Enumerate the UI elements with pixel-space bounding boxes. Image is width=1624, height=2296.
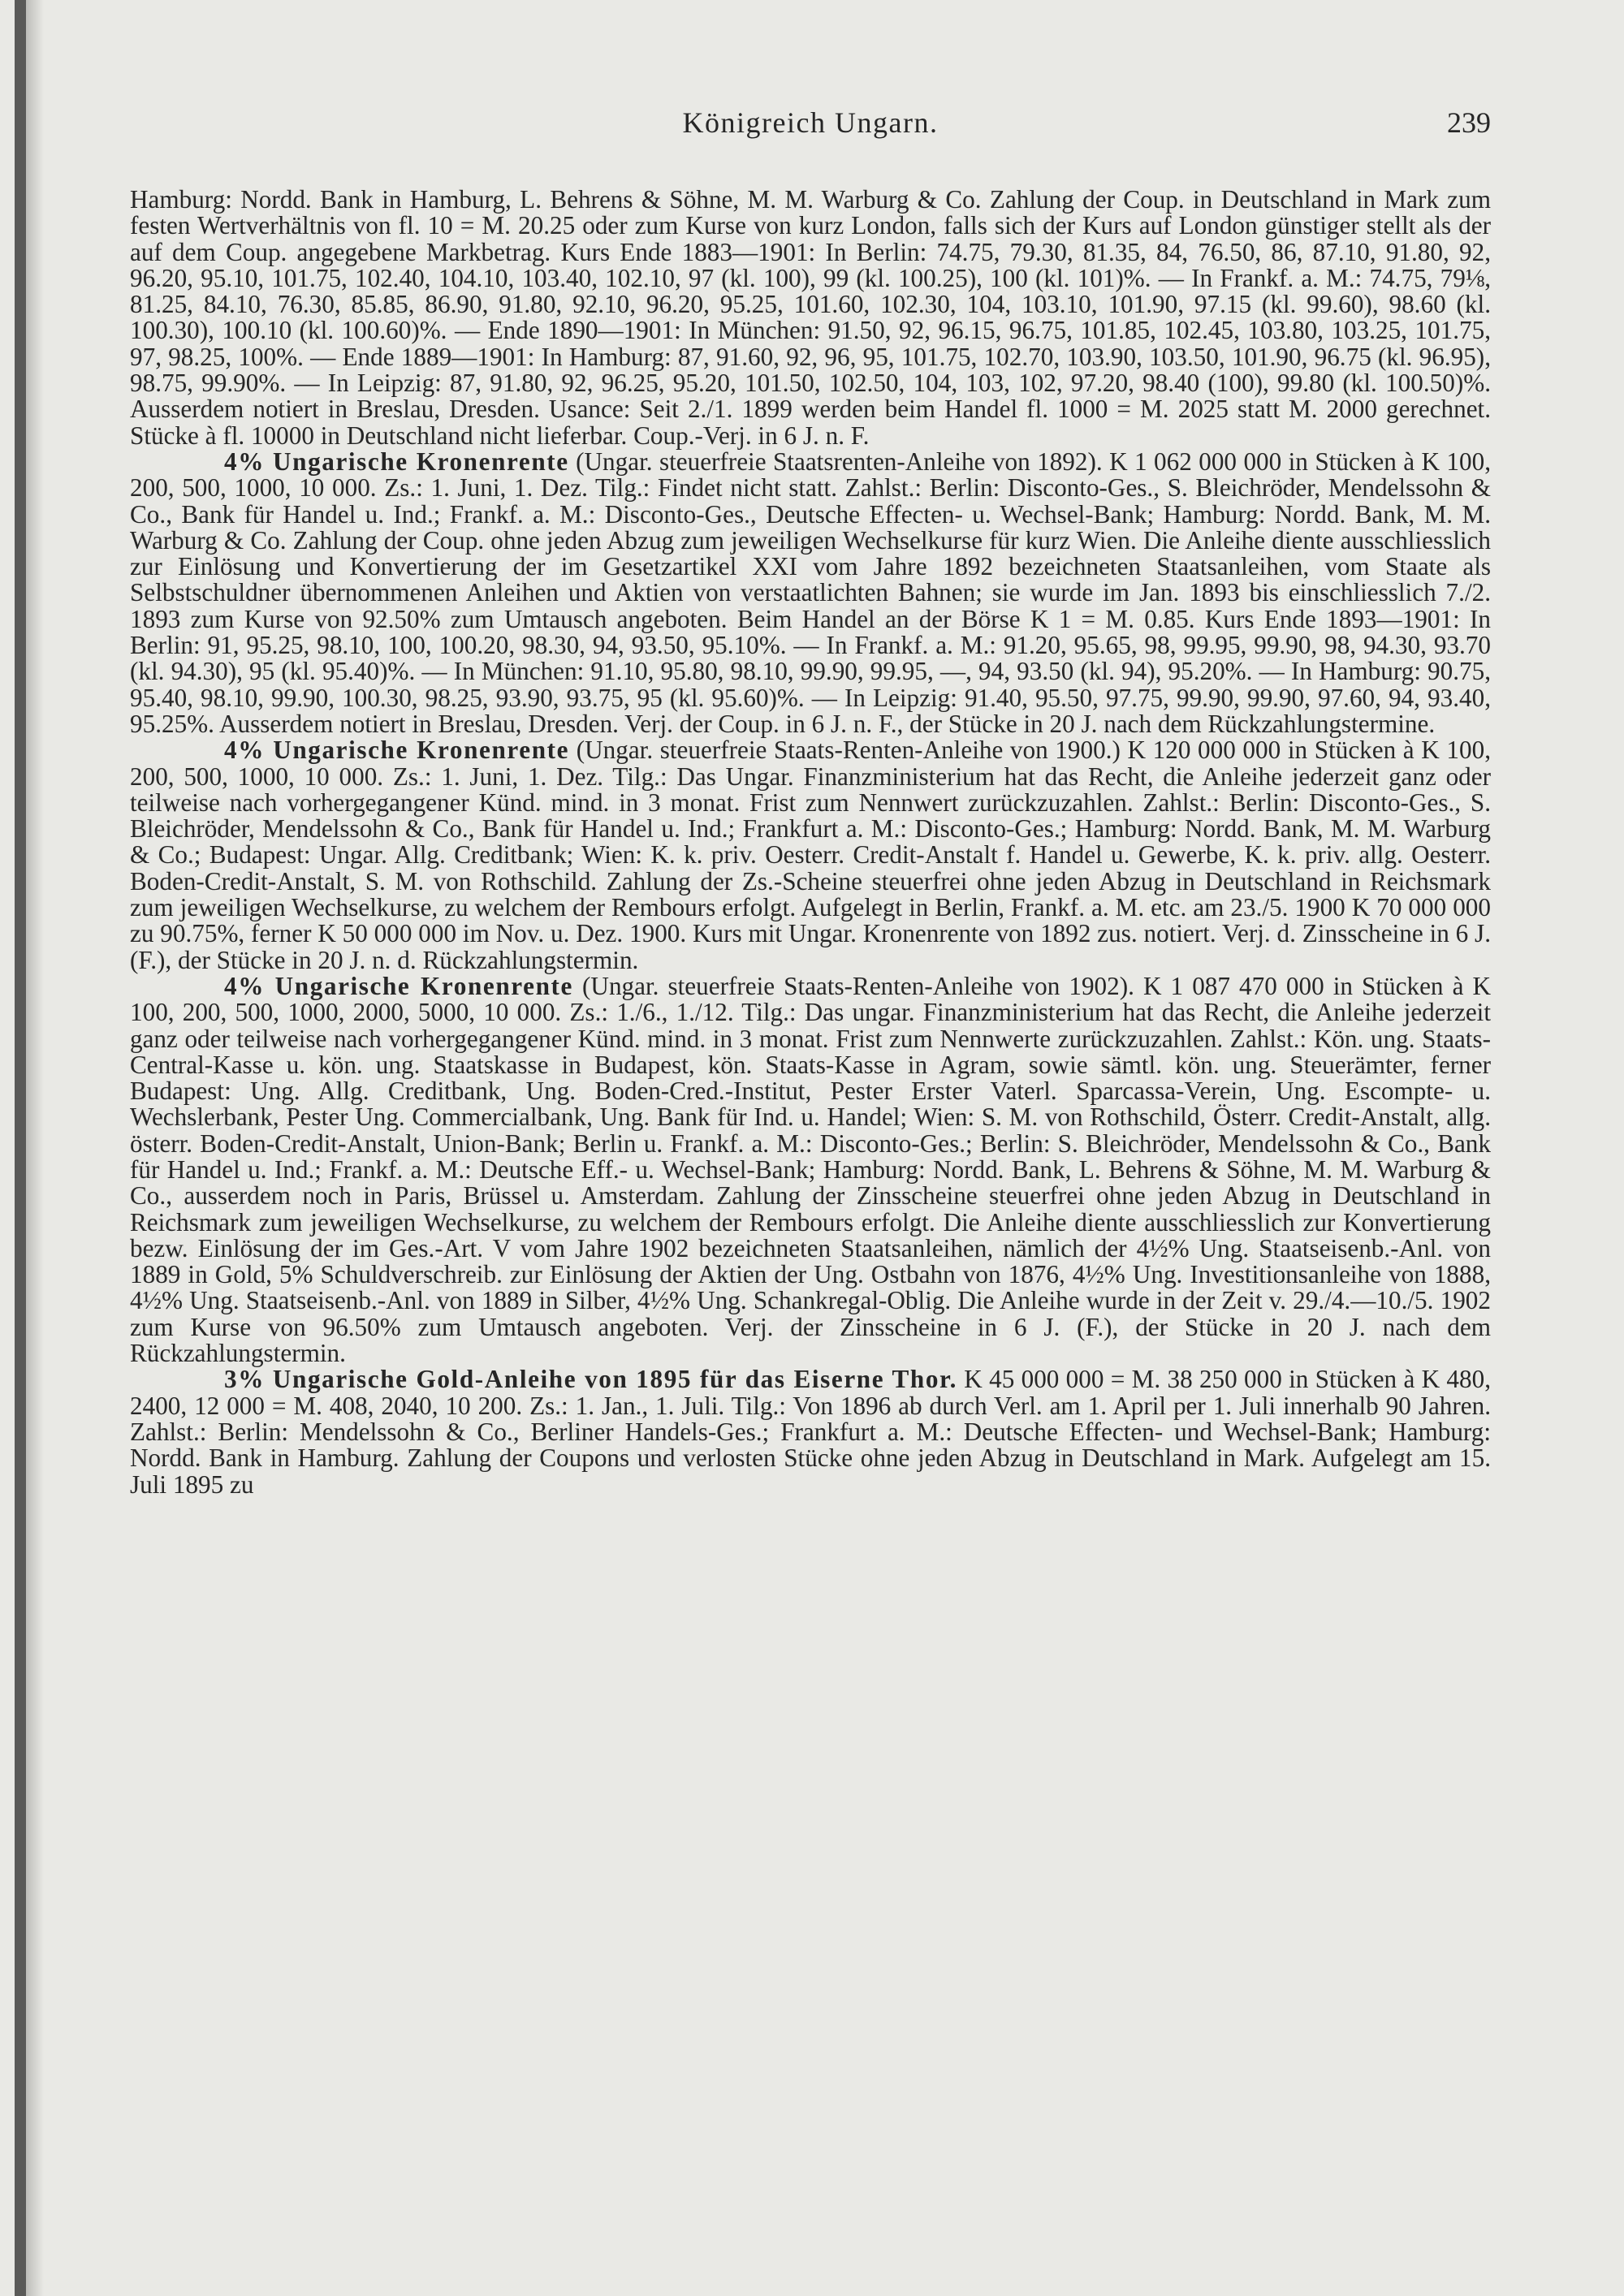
paragraph-kronenrente-1900 bbox=[130, 737, 1491, 973]
paragraph-hamburg-listing bbox=[130, 187, 1491, 449]
page-body bbox=[130, 187, 1491, 1498]
paragraph-heading: 4% Ungarische Kronenrente bbox=[224, 971, 573, 1000]
paragraph-text: (Ungar. steuerfreie Staatsrenten-Anleihe von 1892). K 1 062 000 000 in Stücken à K 100, 200, 500, 1000, 10 000. Zs.: 1. Juni, 1. Dez. Tilg.: Findet nicht statt. Zahlst.: Berlin: Disconto-Ges., S. Bleichröder, Mendelssohn & Co., Bank für Handel u. Ind.; Frankf. a. M.: Disconto-Ges., Deutsche Effecten- u. Wechsel-Bank; Hamburg: Nordd. Bank, M. M. Warburg & Co. Zahlung der Coup. ohne jeden Abzug zum jeweiligen Wechselkurse für kurz Wien. Die Anleihe diente ausschliesslich zur Einlösung und Konvertierung der im Gesetzartikel XXI vom Jahre 1892 bezeichneten Staatsanleihen, vom Staate als Selbstschuldner übernommenen Anleihen und Aktien von verstaatlichten Bahnen; sie wurde im Jan. 1893 bis einschliesslich 7./2. 1893 zum Kurse von 92.50% zum Umtausch angeboten. Beim Handel an der Börse K 1 = M. 0.85. Kurs Ende 1893—1901: In Berlin: 91, 95.25, 98.10, 100, 100.20, 98.30, 94, 93.50, 95.10%. — In Frankf. a. M.: 91.20, 95.65, 98, 99.95, 99.90, 98, 94.30, 93.70 (kl. 94.30), 95 (kl. 95.40)%. — In München: 91.10, 95.80, 98.10, 99.90, 99.95, —, 94, 93.50 (kl. 94), 95.20%. — In Hamburg: 90.75, 95.40, 98.10, 99.90, 100.30, 98.25, 93.90, 93.75, 95 (kl. 95.60)%. — In Leipzig: 91.40, 95.50, 97.75, 99.90, 99.90, 97.60, 94, 93.40, 95.25%. Ausserdem notiert in Breslau, Dresden. Verj. der Coup. in 6 J. n. F., der Stücke in 20 J. nach dem Rückzahlungstermine. bbox=[130, 447, 1491, 738]
paragraph-text: (Ungar. steuerfreie Staats-Renten-Anleihe von 1902). K 1 087 470 000 in Stücken à K 100, 200, 500, 1000, 2000, 5000, 10 000. Zs.: 1./6., 1./12. Tilg.: Das ungar. Finanzministerium hat das Recht, die Anleihe jederzeit ganz oder teilweise nach vorhergegangener Künd. mind. in 3 monat. Frist zum Nennwerte zurückzuzahlen. Zahlst.: Kön. ung. Staats-Central-Kasse u. kön. ung. Staatskasse in Budapest, kön. Staats-Kasse in Agram, sowie sämtl. kön. ung. Steuerämter, ferner Budapest: Ung. Allg. Creditbank, Ung. Boden-Cred.-Institut, Pester Erster Vaterl. Sparcassa-Verein, Ung. Escompte- u. Wechslerbank, Pester Ung. Commercialbank, Ung. Bank für Ind. u. Handel; Wien: S. M. von Rothschild, Österr. Credit-Anstalt, allg. österr. Boden-Credit-Anstalt, Union-Bank; Berlin u. Frankf. a. M.: Disconto-Ges.; Berlin: S. Bleichröder, Mendelssohn & Co., Bank für Handel u. Ind.; Frankf. a. M.: Deutsche Eff.- u. Wechsel-Bank; Hamburg: Nordd. Bank, L. Behrens & Söhne, M. M. Warburg & Co., ausserdem noch in Paris, Brüssel u. Amsterdam. Zahlung der Zinsscheine steuerfrei ohne jeden Abzug in Deutschland in Reichsmark zum jeweiligen Wechselkurse, zu welchem der Rembours erfolgt. Die Anleihe diente ausschliesslich zur Konvertierung bezw. Einlösung der im Ges.-Art. V vom Jahre 1902 bezeichneten Staatsanleihen, nämlich der 4½% Ung. Staatseisenb.-Anl. von 1889 in Gold, 5% Schuldverschreib. zur Einlösung der Aktien der Ung. Ostbahn von 1876, 4½% Ung. Investitionsanleihe von 1888, 4½% Ung. Staatseisenb.-Anl. von 1889 in Silber, 4½% Ung. Schankregal-Oblig. Die Anleihe wurde in der Zeit v. 29./4.—10./5. 1902 zum Kurse von 96.50% zum Umtausch angeboten. Verj. der Zinsscheine in 6 J. (F.), der Stücke in 20 J. nach dem Rückzahlungstermin. bbox=[130, 971, 1491, 1368]
page-header bbox=[130, 97, 1491, 154]
paragraph-heading: 3% Ungarische Gold-Anleihe von 1895 für das Eiserne Thor. bbox=[224, 1365, 957, 1394]
paragraph-text: (Ungar. steuerfreie Staats-Renten-Anleihe von 1900.) K 120 000 000 in Stücken à K 100, 200, 500, 1000, 10 000. Zs.: 1. Juni, 1. Dez. Tilg.: Das Ungar. Finanzministerium hat das Recht, die Anleihe jederzeit ganz oder teilweise nach vorhergegangener Künd. mind. in 3 monat. Frist zum Nennwert zurückzuzahlen. Zahlst.: Berlin: Disconto-Ges., S. Bleichröder, Mendelssohn & Co., Bank für Handel u. Ind.; Frankfurt a. M.: Disconto-Ges.; Hamburg: Nordd. Bank, M. M. Warburg & Co.; Budapest: Ungar. Allg. Creditbank; Wien: K. k. priv. Oesterr. Credit-Anstalt f. Handel u. Gewerbe, K. k. priv. allg. Oesterr. Boden-Credit-Anstalt, S. M. von Rothschild. Zahlung der Zs.-Scheine steuerfrei ohne jeden Abzug in Deutschland in Reichsmark zum jeweiligen Wechselkurse, zu welchem der Rembours erfolgt. Aufgelegt in Berlin, Frankf. a. M. etc. am 23./5. 1900 K 70 000 000 zu 90.75%, ferner K 50 000 000 im Nov. u. Dez. 1900. Kurs mit Ungar. Kronenrente von 1892 zus. notiert. Verj. d. Zinsscheine in 6 J. (F.), der Stücke in 20 J. n. d. Rückzahlungstermin. bbox=[130, 736, 1491, 974]
paragraph-gold-anleihe-1895 bbox=[130, 1366, 1491, 1497]
paragraph-heading: 4% Ungarische Kronenrente bbox=[224, 447, 569, 476]
book-spine-edge bbox=[15, 0, 26, 2296]
paragraph-text: K 45 000 000 = M. 38 250 000 in Stücken à K 480, 2400, 12 000 = M. 408, 2040, 10 200. Zs.: 1. Jan., 1. Juli. Tilg.: Von 1896 ab durch Verl. am 1. April per 1. Juli innerhalb 90 Jahren. Zahlst.: Berlin: Mendelssohn & Co., Berliner Handels-Ges.; Frankfurt a. M.: Deutsche Effecten- und Wechsel-Bank; Hamburg: Nordd. Bank in Hamburg. Zahlung der Coupons und verlosten Stücke ohne jeden Abzug in Deutschland in Mark. Aufgelegt am 15. Juli 1895 zu bbox=[130, 1365, 1491, 1499]
paragraph-text: Hamburg: Nordd. Bank in Hamburg, L. Behrens & Söhne, M. M. Warburg & Co. Zahlung der Coup. in Deutschland in Mark zum festen Wertverhältnis von fl. 10 = M. 20.25 oder zum Kurse von kurz London, falls sich der Kurs auf London günstiger stellt als der auf dem Coup. angegebene Markbetrag. Kurs Ende 1883—1901: In Berlin: 74.75, 79.30, 81.35, 84, 76.50, 86, 87.10, 91.80, 92, 96.20, 95.10, 101.75, 102.40, 104.10, 103.40, 102.10, 97 (kl. 100), 99 (kl. 100.25), 100 (kl. 101)%. — In Frankf. a. M.: 74.75, 79⅛, 81.25, 84.10, 76.30, 85.85, 86.90, 91.80, 92.10, 96.20, 95.25, 101.60, 102.30, 104, 103.10, 101.90, 97.15 (kl. 99.60), 98.60 (kl. 100.30), 100.10 (kl. 100.60)%. — Ende 1890—1901: In München: 91.50, 92, 96.15, 96.75, 101.85, 102.45, 103.80, 103.25, 101.75, 97, 98.25, 100%. — Ende 1889—1901: In Hamburg: 87, 91.60, 92, 96, 95, 101.75, 102.70, 103.90, 103.50, 101.90, 96.75 (kl. 96.95), 98.75, 99.90%. — In Leipzig: 87, 91.80, 92, 96.25, 95.20, 101.50, 102.50, 104, 103, 102, 97.20, 98.40 (100), 99.80 (kl. 100.50)%. Ausserdem notiert in Breslau, Dresden. Usance: Seit 2./1. 1899 werden beim Handel fl. 1000 = M. 2025 statt M. 2000 gerechnet. Stücke à fl. 10000 in Deutschland nicht lieferbar. Coup.-Verj. in 6 J. n. F. bbox=[130, 185, 1491, 450]
paragraph-kronenrente-1892 bbox=[130, 449, 1491, 737]
gutter-shadow bbox=[26, 0, 44, 2296]
paragraph-heading: 4% Ungarische Kronenrente bbox=[224, 736, 570, 765]
page-number: 239 bbox=[1447, 106, 1491, 139]
running-title: Königreich Ungarn. bbox=[682, 106, 939, 139]
book-page bbox=[130, 97, 1491, 1498]
paragraph-kronenrente-1902 bbox=[130, 973, 1491, 1366]
